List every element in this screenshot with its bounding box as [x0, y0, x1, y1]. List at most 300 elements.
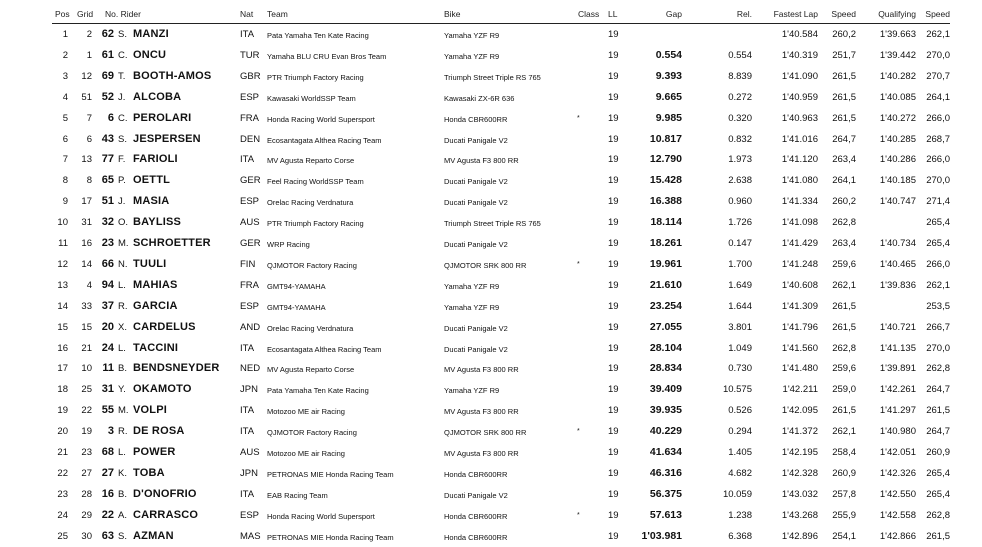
- fastest-lap: 1'42.328: [781, 467, 818, 479]
- top-speed: 262,8: [832, 217, 856, 229]
- rider-number: 55: [101, 404, 114, 417]
- qualifying-speed: 253,5: [926, 300, 950, 312]
- results-row: [0, 526, 982, 547]
- team-name: PTR Triumph Factory Racing: [267, 72, 364, 82]
- gap-to-leader: 18.261: [649, 237, 682, 249]
- team-name: PETRONAS MIE Honda Racing Team: [267, 469, 394, 479]
- position: 10: [57, 217, 68, 229]
- top-speed: 262,1: [832, 426, 856, 438]
- nationality: ESP: [240, 196, 260, 208]
- qualifying-time: 1'40.721: [879, 321, 916, 333]
- fastest-lap: 1'42.211: [782, 384, 818, 396]
- qualifying-time: 1'40.185: [879, 175, 916, 187]
- bike-model: Ducati Panigale V2: [444, 177, 508, 187]
- position: 16: [57, 342, 68, 354]
- bike-model: Ducati Panigale V2: [444, 344, 508, 354]
- results-row: [0, 108, 982, 129]
- grid-position: 1: [86, 49, 92, 61]
- grid-position: 19: [81, 426, 92, 438]
- results-row: [0, 212, 982, 233]
- gap-to-leader: 28.834: [649, 362, 682, 375]
- grid-position: 23: [81, 447, 92, 458]
- fastest-lap: 1'41.334: [781, 196, 818, 208]
- grid-position: 31: [81, 217, 92, 229]
- qualifying-time: 1'40.734: [879, 238, 916, 249]
- rider-number: 37: [101, 299, 114, 312]
- rider-initial: R.: [118, 300, 128, 312]
- laps-completed: 19: [608, 530, 619, 542]
- rider-initial: M.: [118, 405, 129, 417]
- qualifying-time: 1'40.747: [879, 196, 916, 208]
- relative-gap: 1.649: [728, 279, 752, 291]
- position: 7: [62, 154, 68, 166]
- rider-initial: Y.: [118, 384, 126, 396]
- position: 1: [62, 29, 68, 40]
- nationality: AND: [240, 321, 261, 333]
- rider-name: POWER: [133, 446, 176, 458]
- qualifying-speed: 270,0: [926, 342, 950, 354]
- position: 4: [62, 91, 68, 103]
- laps-completed: 19: [608, 175, 619, 187]
- qualifying-speed: 262,1: [926, 279, 950, 291]
- gap-to-leader: 9.393: [655, 69, 682, 82]
- nationality: GBR: [240, 70, 261, 82]
- rider-number: 66: [101, 257, 114, 270]
- header-ll: LL: [608, 9, 618, 19]
- qualifying-time: 1'39.836: [879, 279, 916, 291]
- laps-completed: 19: [608, 217, 619, 229]
- qualifying-speed: 260,9: [926, 447, 950, 458]
- qualifying-time: 1'40.286: [879, 154, 916, 166]
- top-speed: 260,2: [832, 29, 856, 40]
- relative-gap: 0.730: [728, 363, 752, 375]
- grid-position: 13: [81, 154, 92, 166]
- gap-to-leader: 0.554: [655, 48, 682, 61]
- rider-number: 69: [101, 69, 114, 82]
- class-marker: *: [577, 114, 580, 122]
- qualifying-time: 1'42.326: [879, 467, 916, 479]
- rider-name: BENDSNEYDER: [133, 362, 220, 375]
- fastest-lap: 1'41.120: [781, 154, 818, 166]
- rider-number: 27: [101, 466, 114, 479]
- qualifying-speed: 261,5: [926, 530, 950, 542]
- bike-model: Kawasaki ZX-6R 636: [444, 93, 515, 103]
- bike-model: Triumph Street Triple RS 765: [444, 219, 541, 229]
- top-speed: 261,5: [832, 300, 856, 312]
- bike-model: Honda CBR600RR: [444, 532, 508, 542]
- rider-initial: N.: [118, 258, 128, 270]
- team-name: Yamaha BLU CRU Evan Bros Team: [267, 51, 387, 61]
- class-marker: *: [577, 428, 580, 436]
- results-row: [0, 296, 982, 317]
- rider-name: TUULI: [133, 257, 167, 270]
- header-qualifying-speed: Speed: [925, 9, 950, 19]
- relative-gap: 1.049: [728, 342, 752, 354]
- relative-gap: 3.801: [728, 321, 752, 333]
- relative-gap: 0.832: [728, 133, 752, 145]
- team-name: PTR Triumph Factory Racing: [267, 219, 364, 229]
- relative-gap: 0.320: [728, 112, 752, 124]
- bike-model: Honda CBR600RR: [444, 469, 508, 479]
- rider-initial: O.: [118, 217, 129, 229]
- top-speed: 262,8: [832, 342, 856, 354]
- team-name: Motozoo ME air Racing: [267, 407, 345, 417]
- laps-completed: 19: [608, 321, 619, 333]
- rider-initial: S.: [118, 530, 127, 542]
- fastest-lap: 1'41.080: [781, 175, 818, 187]
- results-row: [0, 191, 982, 212]
- grid-position: 33: [81, 300, 92, 312]
- grid-position: 51: [81, 91, 92, 103]
- top-speed: 264,7: [832, 133, 856, 145]
- position: 24: [57, 509, 68, 521]
- nationality: ITA: [240, 342, 255, 354]
- top-speed: 259,6: [832, 363, 856, 375]
- rider-name: FARIOLI: [133, 153, 178, 166]
- gap-to-leader: 39.935: [649, 404, 682, 417]
- rider-initial: P.: [118, 175, 126, 187]
- team-name: GMT94-YAMAHA: [267, 302, 326, 312]
- nationality: ITA: [240, 426, 255, 438]
- results-row: [0, 400, 982, 421]
- bike-model: Ducati Panigale V2: [444, 135, 508, 145]
- relative-gap: 0.554: [728, 49, 752, 61]
- qualifying-time: 1'41.297: [879, 405, 916, 417]
- gap-to-leader: 10.817: [649, 132, 682, 145]
- relative-gap: 1.973: [728, 154, 752, 166]
- results-row: [0, 45, 982, 66]
- position: 25: [57, 530, 68, 542]
- top-speed: 255,9: [832, 509, 856, 521]
- gap-to-leader: 57.613: [649, 508, 682, 521]
- team-name: GMT94-YAMAHA: [267, 281, 326, 291]
- qualifying-speed: 265,4: [926, 217, 950, 229]
- qualifying-speed: 266,0: [926, 112, 950, 124]
- rider-initial: K.: [118, 467, 127, 479]
- qualifying-speed: 265,4: [926, 238, 950, 249]
- rider-number: 77: [101, 153, 114, 166]
- bike-model: Ducati Panigale V2: [444, 198, 508, 208]
- laps-completed: 19: [608, 488, 619, 500]
- class-marker: *: [577, 260, 580, 268]
- rider-name: AZMAN: [133, 529, 174, 542]
- grid-position: 8: [86, 175, 92, 187]
- position: 18: [57, 384, 68, 396]
- nationality: FRA: [240, 279, 259, 291]
- fastest-lap: 1'43.032: [781, 488, 818, 500]
- grid-position: 10: [81, 363, 92, 375]
- results-row: [0, 338, 982, 359]
- gap-to-leader: 9.665: [655, 90, 682, 103]
- team-name: QJMOTOR Factory Racing: [267, 428, 357, 438]
- relative-gap: 0.147: [728, 238, 752, 249]
- rider-initial: C.: [118, 112, 128, 124]
- nationality: GER: [240, 238, 261, 249]
- fastest-lap: 1'40.959: [781, 91, 818, 103]
- results-row: [0, 149, 982, 170]
- bike-model: Yamaha YZF R9: [444, 51, 500, 61]
- relative-gap: 0.526: [728, 405, 752, 417]
- grid-position: 28: [81, 488, 92, 500]
- rider-name: TACCINI: [133, 341, 179, 354]
- nationality: MAS: [240, 530, 261, 542]
- header-grid: Grid: [77, 9, 94, 19]
- results-row: [0, 358, 982, 379]
- relative-gap: 2.638: [728, 175, 752, 187]
- position: 6: [62, 133, 68, 145]
- gap-to-leader: 27.055: [649, 320, 682, 333]
- rider-number: 23: [101, 237, 114, 249]
- nationality: DEN: [240, 133, 261, 145]
- grid-position: 16: [81, 238, 92, 249]
- team-name: MV Agusta Reparto Corse: [267, 156, 355, 166]
- bike-model: MV Agusta F3 800 RR: [444, 407, 519, 417]
- relative-gap: 1.644: [728, 300, 752, 312]
- results-row: [0, 66, 982, 87]
- top-speed: 261,5: [832, 91, 856, 103]
- bike-model: Honda CBR600RR: [444, 114, 508, 124]
- nationality: ITA: [240, 154, 255, 166]
- fastest-lap: 1'41.248: [781, 258, 818, 270]
- rider-number: 6: [107, 111, 114, 124]
- bike-model: MV Agusta F3 800 RR: [444, 156, 519, 166]
- bike-model: MV Agusta F3 800 RR: [444, 449, 519, 458]
- header-rider: No. Rider: [105, 9, 141, 19]
- gap-to-leader: 28.104: [649, 341, 682, 354]
- results-row: [0, 505, 982, 526]
- gap-to-leader: 1'03.981: [641, 529, 682, 542]
- gap-to-leader: 16.388: [649, 195, 682, 208]
- rider-name: MASIA: [133, 195, 170, 208]
- bike-model: MV Agusta F3 800 RR: [444, 365, 519, 375]
- top-speed: 259,6: [832, 258, 856, 270]
- gap-to-leader: 23.254: [649, 299, 682, 312]
- relative-gap: 6.368: [728, 530, 752, 542]
- grid-position: 7: [86, 112, 92, 124]
- relative-gap: 1.238: [728, 509, 752, 521]
- rider-initial: X.: [118, 321, 127, 333]
- rider-number: 43: [101, 132, 114, 145]
- team-name: Motozoo ME air Racing: [267, 449, 345, 458]
- results-header: [0, 9, 982, 23]
- rider-initial: F.: [118, 154, 126, 166]
- rider-name: PEROLARI: [133, 111, 192, 124]
- bike-model: Ducati Panigale V2: [444, 323, 508, 333]
- relative-gap: 0.294: [728, 426, 752, 438]
- position: 5: [62, 112, 68, 124]
- bike-model: Honda CBR600RR: [444, 511, 508, 521]
- team-name: Orelac Racing Verdnatura: [267, 323, 354, 333]
- top-speed: 258,4: [832, 447, 856, 458]
- grid-position: 22: [81, 405, 92, 417]
- gap-to-leader: 12.790: [649, 153, 682, 166]
- rider-name: DE ROSA: [133, 425, 185, 438]
- rider-name: SCHROETTER: [133, 237, 211, 249]
- nationality: AUS: [240, 447, 260, 458]
- bike-model: QJMOTOR SRK 800 RR: [444, 428, 527, 438]
- fastest-lap: 1'42.195: [781, 447, 818, 458]
- rider-name: ALCOBA: [133, 90, 182, 103]
- laps-completed: 19: [608, 509, 619, 521]
- results-row: [0, 275, 982, 296]
- top-speed: 254,1: [832, 530, 856, 542]
- rider-initial: J.: [118, 91, 126, 103]
- qualifying-speed: 270,7: [926, 70, 950, 82]
- rider-number: 32: [101, 216, 114, 229]
- laps-completed: 19: [608, 342, 619, 354]
- header-pos: Pos: [55, 9, 70, 19]
- fastest-lap: 1'40.319: [781, 49, 818, 61]
- bike-model: Ducati Panigale V2: [444, 490, 508, 500]
- qualifying-speed: 270,0: [926, 175, 950, 187]
- rider-initial: J.: [118, 196, 126, 208]
- bike-model: Ducati Panigale V2: [444, 240, 508, 249]
- team-name: Orelac Racing Verdnatura: [267, 198, 354, 208]
- relative-gap: 4.682: [728, 467, 752, 479]
- qualifying-time: 1'41.135: [879, 342, 916, 354]
- results-row: [0, 233, 982, 254]
- rider-name: JESPERSEN: [133, 132, 201, 145]
- rider-number: 31: [101, 383, 114, 396]
- position: 14: [57, 300, 68, 312]
- top-speed: 263,4: [832, 154, 856, 166]
- rider-number: 94: [101, 278, 114, 291]
- header-speed: Speed: [831, 9, 856, 19]
- header-class: Class: [578, 9, 600, 19]
- rider-name: ONCU: [133, 48, 167, 61]
- laps-completed: 19: [608, 49, 619, 61]
- team-name: QJMOTOR Factory Racing: [267, 260, 357, 270]
- rider-number: 63: [101, 529, 114, 542]
- rider-name: OETTL: [133, 174, 171, 187]
- rider-number: 11: [102, 362, 114, 375]
- rider-name: OKAMOTO: [133, 383, 192, 396]
- team-name: Feel Racing WorldSSP Team: [267, 177, 364, 187]
- rider-initial: B.: [118, 363, 127, 375]
- top-speed: 262,1: [832, 279, 856, 291]
- rider-number: 51: [101, 195, 114, 208]
- relative-gap: 10.059: [722, 488, 752, 500]
- rider-initial: L.: [118, 447, 126, 458]
- qualifying-time: 1'42.558: [879, 509, 916, 521]
- nationality: ESP: [240, 300, 260, 312]
- position: 23: [57, 488, 68, 500]
- laps-completed: 19: [608, 279, 619, 291]
- grid-position: 2: [86, 29, 92, 40]
- gap-to-leader: 15.428: [649, 174, 682, 187]
- header-fastest-lap: Fastest Lap: [773, 9, 818, 19]
- top-speed: 257,8: [832, 488, 856, 500]
- nationality: JPN: [240, 467, 258, 479]
- qualifying-time: 1'40.085: [879, 91, 916, 103]
- qualifying-speed: 264,7: [926, 384, 950, 396]
- fastest-lap: 1'41.372: [781, 426, 818, 438]
- laps-completed: 19: [608, 447, 619, 458]
- header-gap: Gap: [665, 9, 682, 19]
- nationality: ITA: [240, 488, 255, 500]
- grid-position: 14: [81, 258, 92, 270]
- rider-initial: C.: [118, 49, 128, 61]
- gap-to-leader: 46.316: [649, 466, 682, 479]
- nationality: ESP: [240, 91, 260, 103]
- qualifying-time: 1'42.866: [879, 530, 916, 542]
- qualifying-speed: 266,0: [926, 258, 950, 270]
- relative-gap: 1.726: [728, 217, 752, 229]
- nationality: ITA: [240, 405, 255, 417]
- qualifying-speed: 262,1: [926, 29, 950, 40]
- position: 2: [62, 49, 68, 61]
- top-speed: 251,7: [832, 49, 856, 61]
- results-row: [0, 379, 982, 400]
- position: 15: [57, 321, 68, 333]
- rider-initial: T.: [118, 70, 126, 82]
- results-row: [0, 170, 982, 191]
- nationality: AUS: [240, 217, 260, 229]
- rider-initial: M.: [118, 238, 129, 249]
- position: 22: [57, 467, 68, 479]
- rider-number: 52: [101, 90, 114, 103]
- qualifying-time: 1'40.980: [879, 426, 916, 438]
- qualifying-time: 1'40.285: [879, 133, 916, 145]
- top-speed: 260,9: [832, 467, 856, 479]
- gap-to-leader: 41.634: [649, 446, 682, 458]
- top-speed: 261,5: [832, 112, 856, 124]
- team-name: Ecosantagata Althea Racing Team: [267, 135, 382, 145]
- results-row: [0, 484, 982, 505]
- header-qualifying: Qualifying: [878, 9, 916, 19]
- fastest-lap: 1'40.963: [781, 112, 818, 124]
- rider-number: 62: [101, 28, 114, 40]
- gap-to-leader: 21.610: [649, 278, 682, 291]
- laps-completed: 19: [608, 363, 619, 375]
- bike-model: Yamaha YZF R9: [444, 281, 500, 291]
- nationality: ESP: [240, 509, 260, 521]
- fastest-lap: 1'41.090: [781, 70, 818, 82]
- rider-initial: A.: [118, 509, 127, 521]
- fastest-lap: 1'41.016: [781, 133, 818, 145]
- fastest-lap: 1'43.268: [781, 509, 818, 521]
- nationality: FIN: [240, 258, 256, 270]
- qualifying-speed: 261,5: [926, 405, 950, 417]
- grid-position: 6: [86, 133, 92, 145]
- position: 20: [57, 426, 68, 438]
- bike-model: Triumph Street Triple RS 765: [444, 72, 541, 82]
- top-speed: 260,2: [832, 196, 856, 208]
- header-nat: Nat: [240, 9, 254, 19]
- gap-to-leader: 9.985: [655, 111, 682, 124]
- position: 13: [57, 279, 68, 291]
- nationality: JPN: [240, 384, 258, 396]
- position: 21: [57, 447, 68, 458]
- laps-completed: 19: [608, 29, 619, 40]
- top-speed: 263,4: [832, 238, 856, 249]
- grid-position: 29: [81, 509, 92, 521]
- relative-gap: 1.700: [728, 258, 752, 270]
- laps-completed: 19: [608, 133, 619, 145]
- qualifying-time: 1'39.663: [879, 29, 916, 40]
- grid-position: 27: [81, 467, 92, 479]
- laps-completed: 19: [608, 467, 619, 479]
- rider-name: VOLPI: [133, 404, 168, 417]
- laps-completed: 19: [608, 154, 619, 166]
- top-speed: 264,1: [832, 175, 856, 187]
- grid-position: 12: [81, 70, 92, 82]
- rider-name: CARRASCO: [133, 508, 199, 521]
- gap-to-leader: 19.961: [649, 257, 682, 270]
- qualifying-speed: 271,4: [926, 196, 950, 208]
- class-marker: *: [577, 511, 580, 519]
- qualifying-time: 1'40.272: [879, 112, 916, 124]
